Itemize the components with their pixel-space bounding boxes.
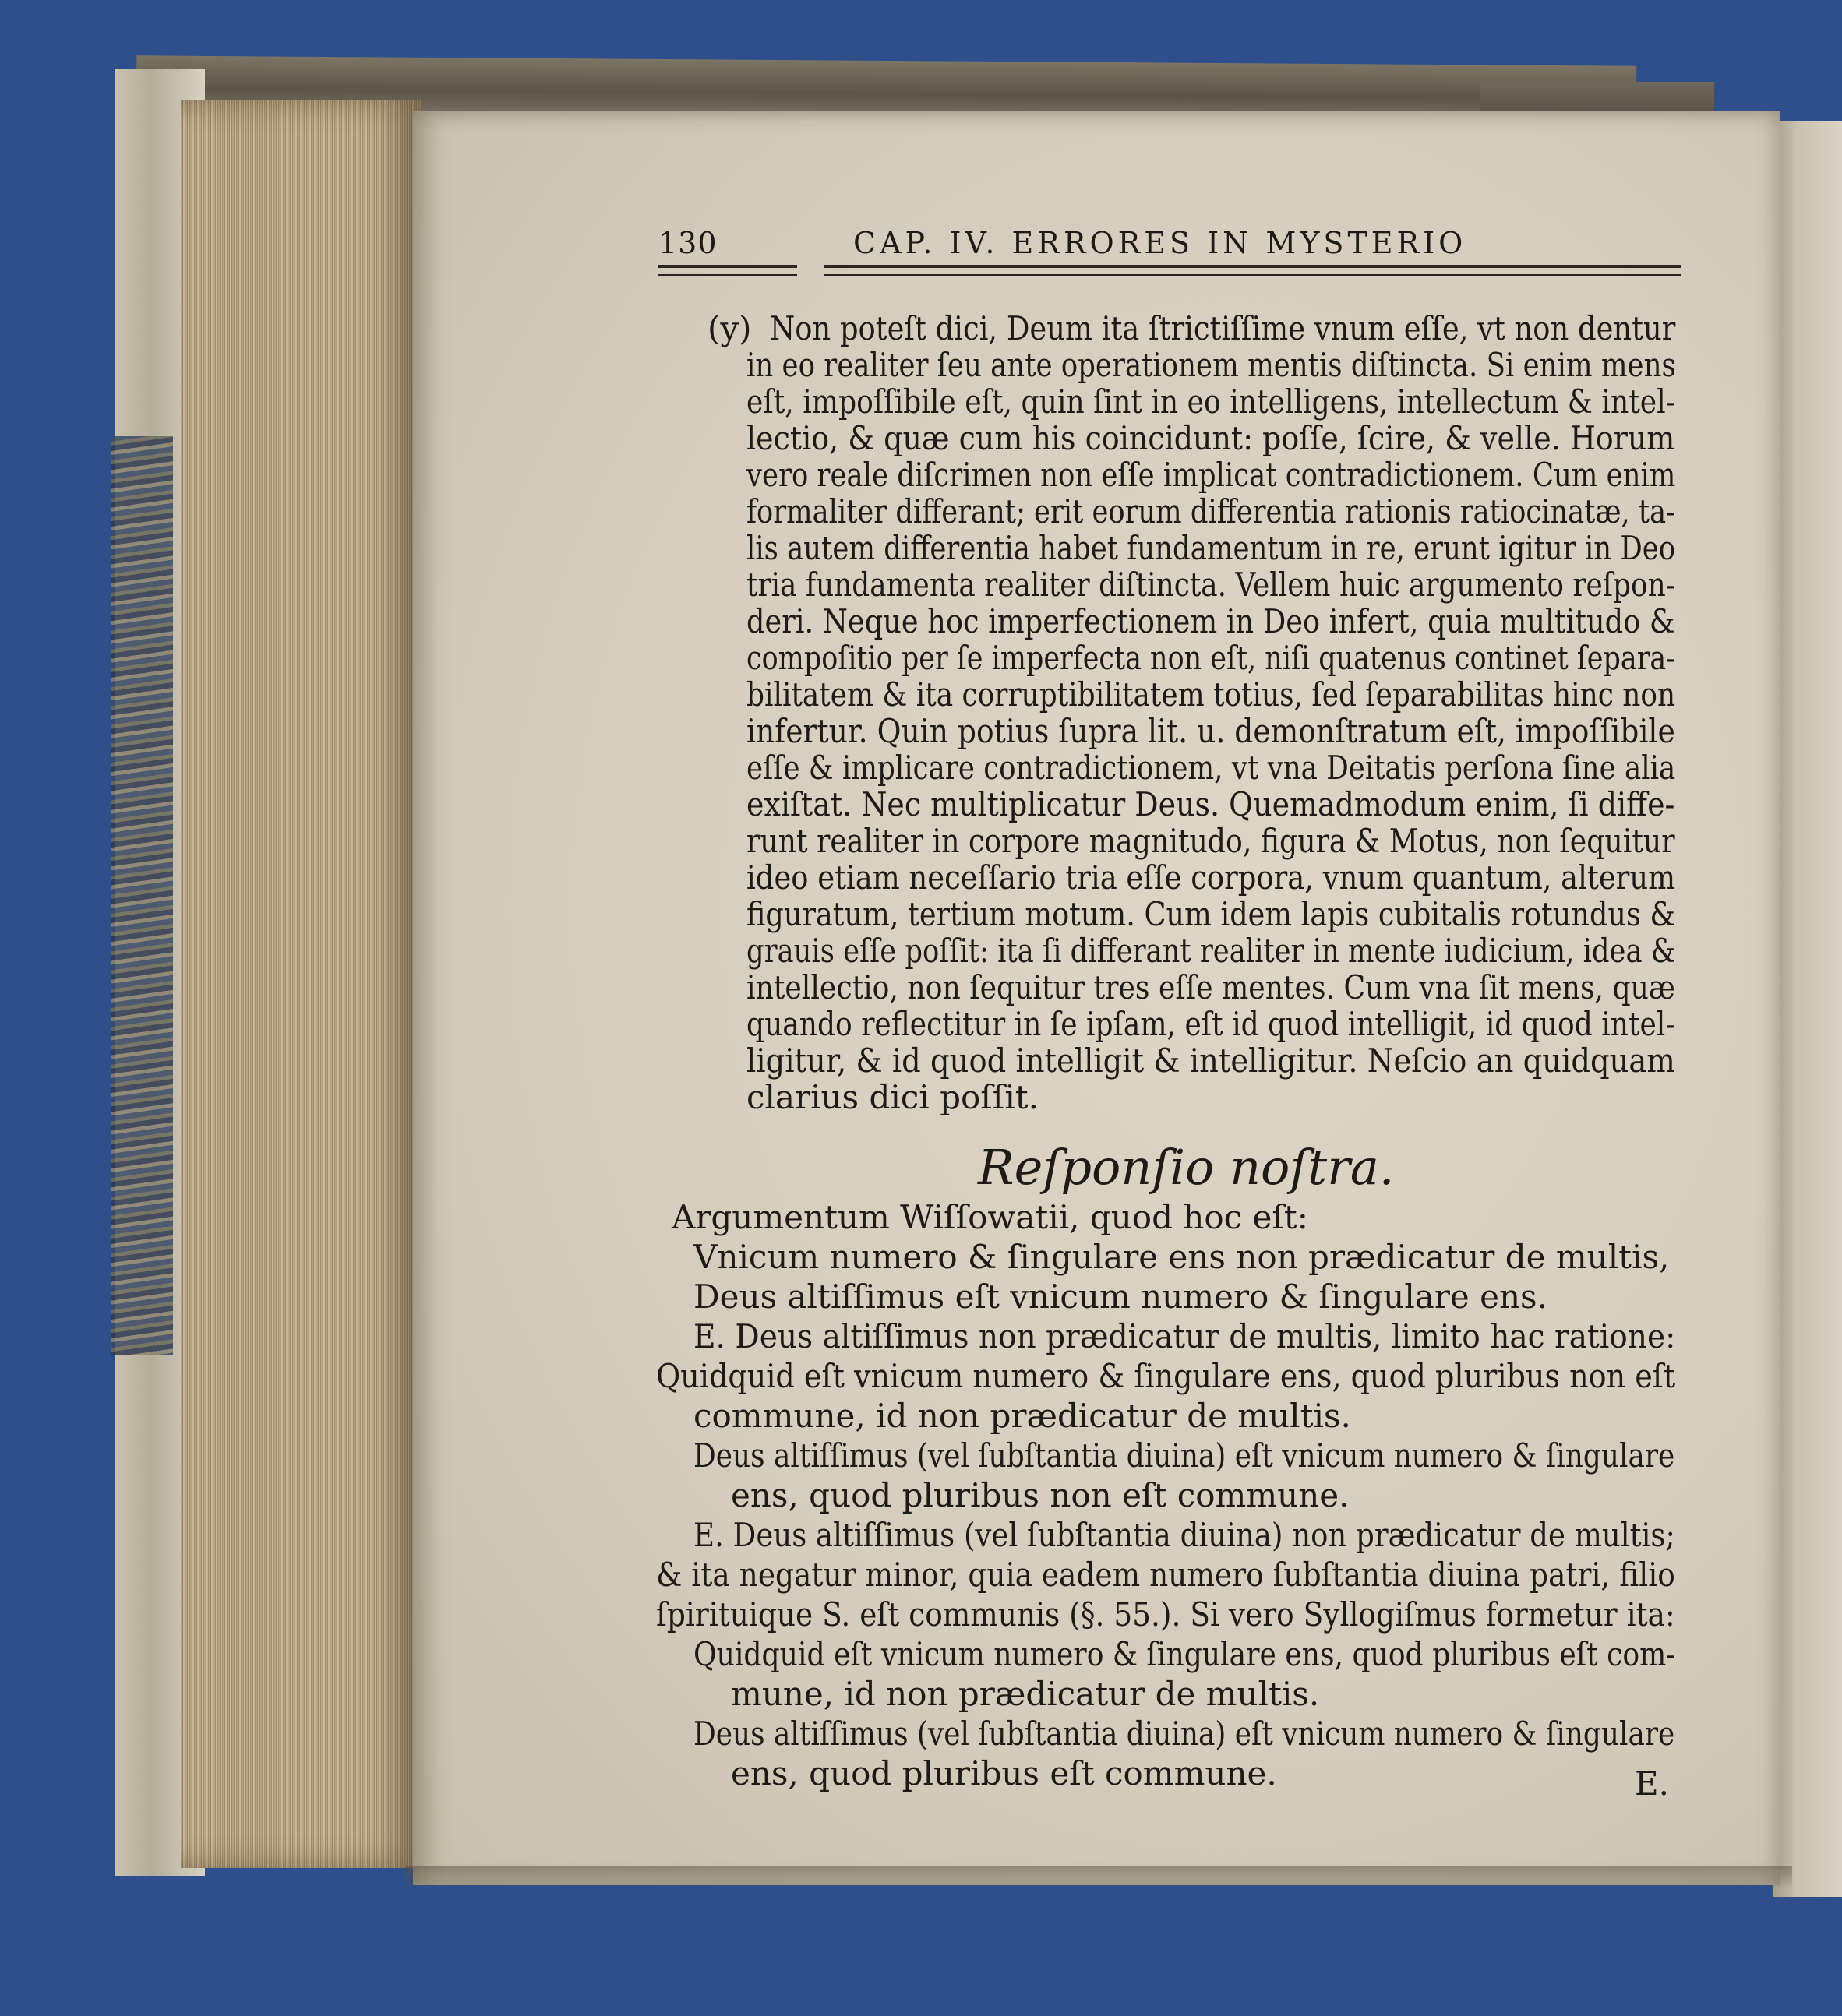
response-line: Deus altiſſimus (vel ſubſtantia diuina) eſt vnicum numero & ſingulare xyxy=(693,1436,1675,1475)
response-line: ens, quod pluribus non eſt commune. xyxy=(731,1476,1350,1514)
note-line: deri. Neque hoc imperfectionem in Deo infert, quia multitudo & xyxy=(746,602,1675,640)
note-line: exiſtat. Nec multiplicatur Deus. Quemadmodum enim, ſi diffe- xyxy=(746,785,1675,823)
facing-page-edge xyxy=(1773,121,1842,1897)
note-line: bilitatem & ita corruptibilitatem totius, ſed ſeparabilitas hinc non xyxy=(746,675,1676,714)
response-line: Vnicum numero & ſingulare ens non prædicatur de multis, xyxy=(693,1238,1670,1276)
note-line: Non poteſt dici, Deum ita ſtrictiſſime vnum eſſe, vt non dentur xyxy=(770,309,1676,347)
note-line: ideo etiam neceſſario tria eſſe corpora, vnum quantum, alterum xyxy=(746,858,1676,897)
note-line: tria fundamenta realiter diſtincta. Vellem huic argumento reſpon- xyxy=(746,566,1675,604)
section-title: Reſponſio noſtra. xyxy=(978,1139,1395,1196)
note-line: quando reflectitur in ſe ipſam, eſt id quod intelligit, id quod intel- xyxy=(746,1005,1675,1043)
response-line: commune, id non prædicatur de multis. xyxy=(693,1397,1351,1435)
note-line: runt realiter in corpore magnitudo, figura & Motus, non ſequitur xyxy=(746,822,1675,860)
note-line: in eo realiter ſeu ante operationem mentis diſtincta. Si enim mens xyxy=(746,346,1676,384)
response-line: Deus altiſſimus (vel ſubſtantia diuina) eſt vnicum numero & ſingulare xyxy=(693,1715,1675,1753)
response-line: Quidquid eſt vnicum numero & ſingulare ens, quod pluribus eſt com- xyxy=(693,1635,1676,1673)
response-line: ens, quod pluribus eſt commune. xyxy=(731,1754,1277,1792)
page-edges xyxy=(181,100,422,1868)
page-shadow xyxy=(405,1866,1792,1889)
note-line: infertur. Quin potius ſupra lit. u. demonſtratum eſt, impoſſibile xyxy=(746,712,1675,750)
note-marker: (y) xyxy=(708,309,752,347)
response-line: Argumentum Wiſſowatii, quod hoc eſt: xyxy=(672,1198,1308,1236)
response-line: Deus altiſſimus eſt vnicum numero & ſingulare ens. xyxy=(693,1278,1547,1316)
response-line: ſpirituique S. eſt communis (§. 55.). Si vero Syllogiſmus formetur ita: xyxy=(656,1595,1675,1634)
response-line: E. Deus altiſſimus non prædicatur de multis, limito hac ratione: xyxy=(693,1317,1676,1355)
header-rule xyxy=(824,265,1681,276)
worn-binding xyxy=(111,436,173,1355)
note-line: clarius dici poſſit. xyxy=(746,1078,1039,1116)
note-line: lis autem differentia habet fundamentum in re, erunt igitur in Deo xyxy=(746,529,1676,567)
note-line: eſſe & implicare contradictionem, vt vna Deitatis perſona ſine alia xyxy=(746,749,1676,787)
header-rule xyxy=(658,265,797,276)
note-line: intellectio, non ſequitur tres eſſe mentes. Cum vna ſit mens, quæ xyxy=(746,968,1675,1006)
note-line: vero reale diſcrimen non eſſe implicat contradictionem. Cum enim xyxy=(746,456,1676,494)
note-line: ligitur, & id quod intelligit & intelligitur. Neſcio an quidquam xyxy=(746,1041,1675,1080)
note-line: formaliter differant; erit eorum differentia rationis ratiocinatæ, ta- xyxy=(746,492,1676,530)
page-number: 130 xyxy=(658,226,718,260)
catchword: E. xyxy=(1635,1764,1670,1803)
response-line: E. Deus altiſſimus (vel ſubſtantia diuina) non prædicatur de multis; xyxy=(693,1516,1675,1554)
running-head: CAP. IV. ERRORES IN MYSTERIO xyxy=(853,226,1467,260)
response-line: & ita negatur minor, quia eadem numero ſubſtantia diuina patri, filio xyxy=(656,1556,1675,1594)
note-line: eſt, impoſſibile eſt, quin ſint in eo intelligens, intellectum & intel- xyxy=(746,382,1675,421)
note-line: compoſitio per ſe imperfecta non eſt, niſi quatenus continet ſepara- xyxy=(746,639,1676,677)
note-line: lectio, & quæ cum his coincidunt: poſſe, ſcire, & velle. Horum xyxy=(746,419,1675,457)
response-line: mune, id non prædicatur de multis. xyxy=(731,1675,1320,1713)
response-line: Quidquid eſt vnicum numero & ſingulare ens, quod pluribus non eſt xyxy=(656,1357,1676,1395)
note-line: grauis eſſe poſſit: ita ſi differant realiter in mente iudicium, idea & xyxy=(746,932,1676,970)
note-line: figuratum, tertium motum. Cum idem lapis cubitalis rotundus & xyxy=(746,895,1676,933)
